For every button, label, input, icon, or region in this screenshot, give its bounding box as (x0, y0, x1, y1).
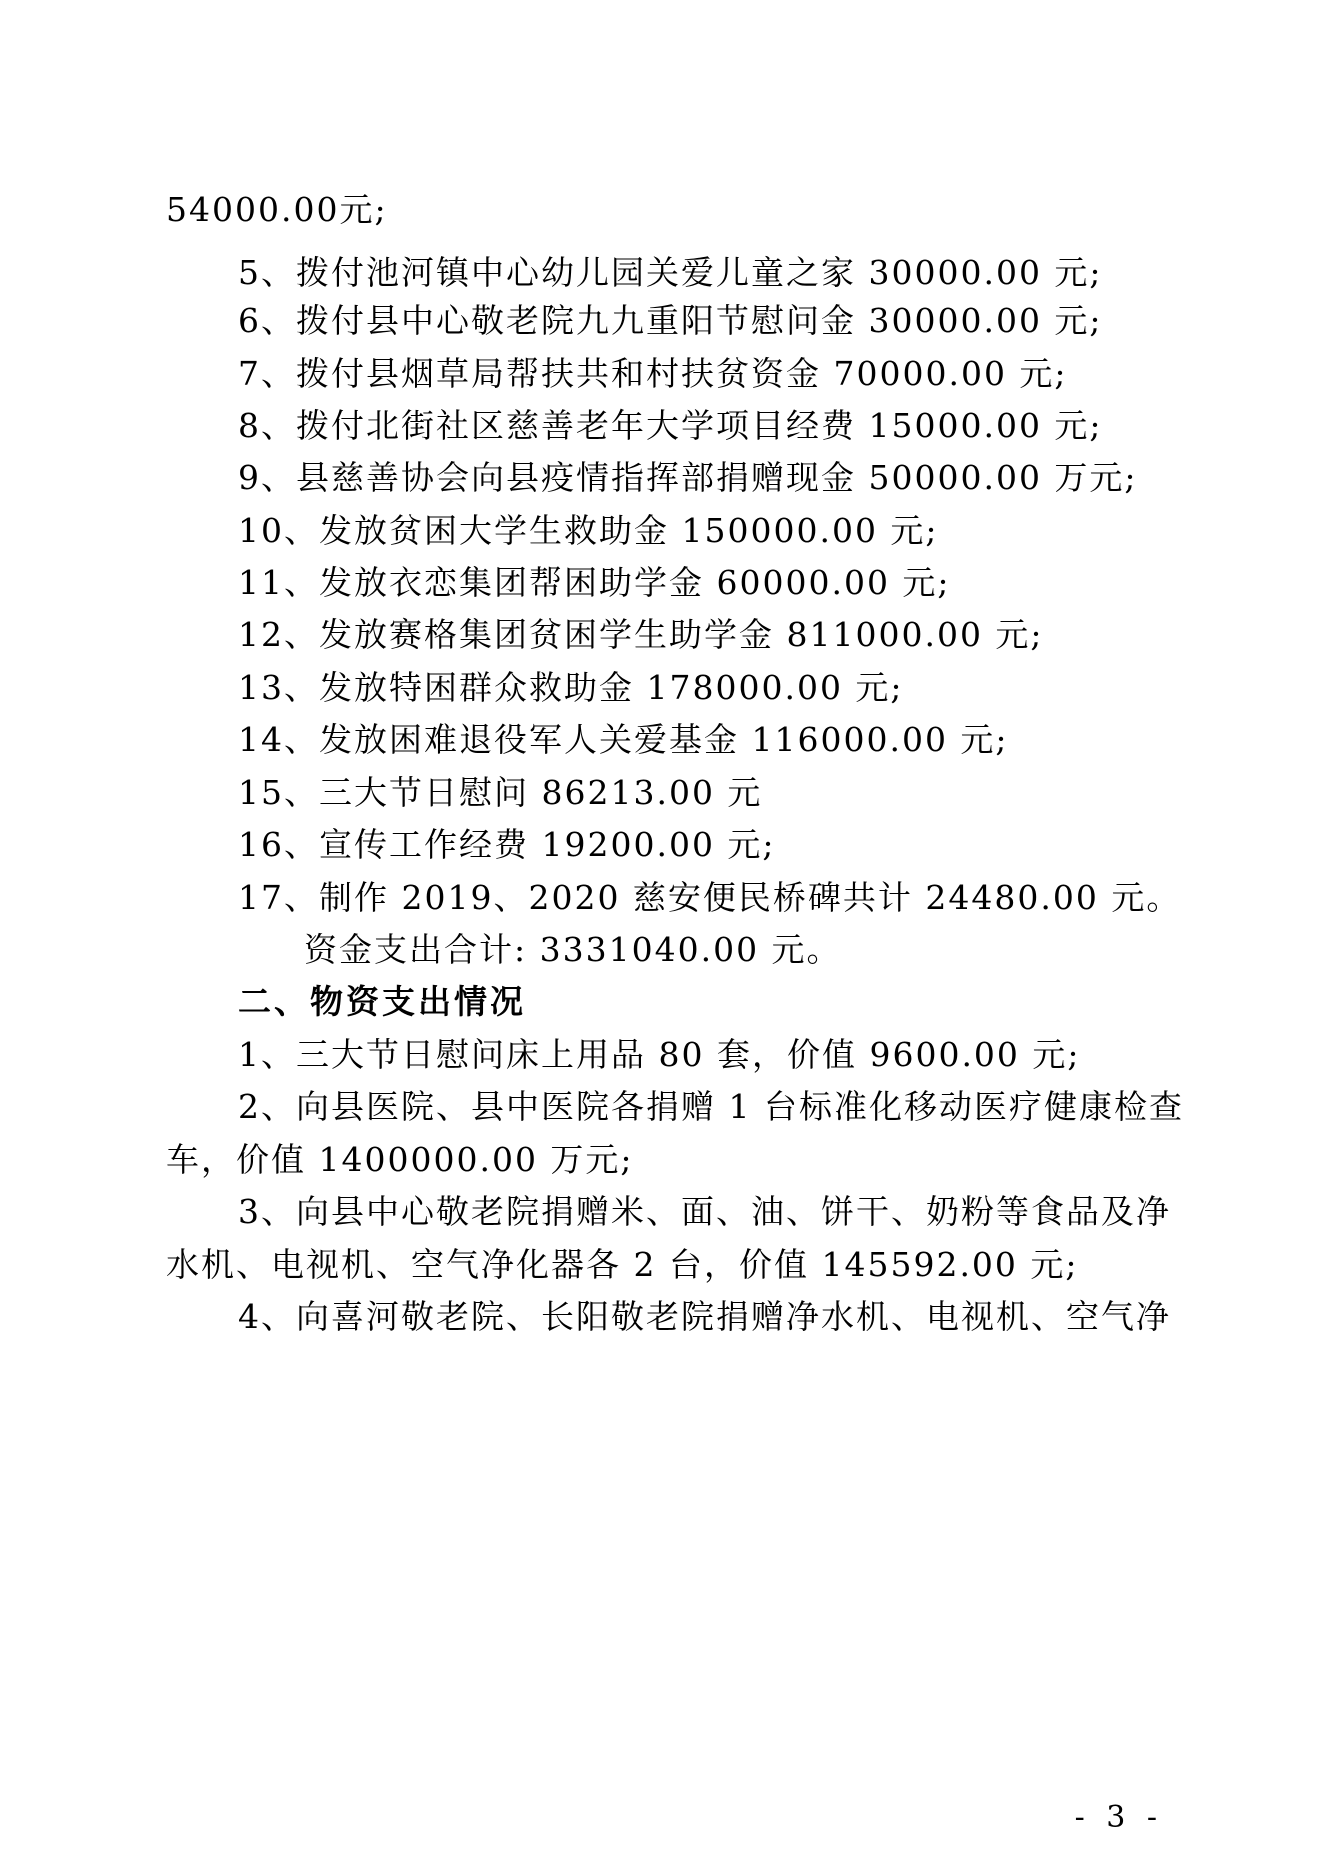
text-line: 9、县慈善协会向县疫情指挥部捐赠现金 50000.00 万元; (238, 458, 1138, 497)
text-line: 54000.00元; (166, 190, 388, 229)
section-heading: 二、物资支出情况 (238, 982, 526, 1021)
text-line: 12、发放赛格集团贫困学生助学金 811000.00 元; (238, 615, 1044, 654)
total-line: 资金支出合计: 3331040.00 元。 (304, 930, 842, 969)
text-line: 1、三大节日慰问床上用品 80 套，价值 9600.00 元; (238, 1035, 1081, 1074)
page-number: - 3 - (1074, 1800, 1163, 1835)
text-line: 6、拨付县中心敬老院九九重阳节慰问金 30000.00 元; (238, 301, 1103, 340)
text-line: 5、拨付池河镇中心幼儿园关爱儿童之家 30000.00 元; (238, 253, 1103, 292)
text-line: 15、三大节日慰问 86213.00 元 (238, 773, 763, 812)
text-line: 16、宣传工作经费 19200.00 元; (238, 825, 776, 864)
text-line: 17、制作 2019、2020 慈安便民桥碑共计 24480.00 元。 (238, 878, 1182, 917)
text-line: 10、发放贫困大学生救助金 150000.00 元; (238, 511, 939, 550)
text-line: 水机、电视机、空气净化器各 2 台，价值 145592.00 元; (166, 1245, 1079, 1284)
text-line: 4、向喜河敬老院、长阳敬老院捐赠净水机、电视机、空气净 (238, 1297, 1171, 1336)
text-line: 2、向县医院、县中医院各捐赠 1 台标准化移动医疗健康检查 (238, 1087, 1184, 1126)
text-line: 13、发放特困群众救助金 178000.00 元; (238, 668, 904, 707)
text-line: 8、拨付北街社区慈善老年大学项目经费 15000.00 元; (238, 406, 1103, 445)
text-line: 7、拨付县烟草局帮扶共和村扶贫资金 70000.00 元; (238, 354, 1068, 393)
text-line: 车，价值 1400000.00 万元; (166, 1140, 634, 1179)
text-line: 14、发放困难退役军人关爱基金 116000.00 元; (238, 720, 1009, 759)
text-line: 3、向县中心敬老院捐赠米、面、油、饼干、奶粉等食品及净 (238, 1192, 1171, 1231)
text-line: 11、发放衣恋集团帮困助学金 60000.00 元; (238, 563, 951, 602)
